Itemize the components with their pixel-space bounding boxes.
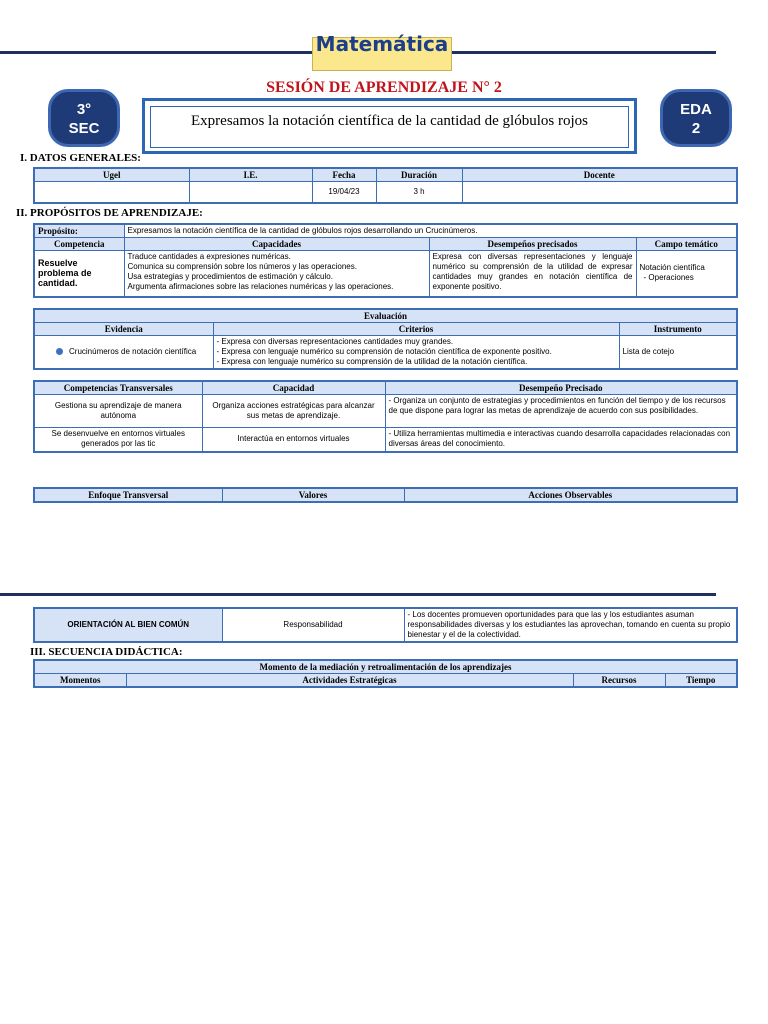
grade-level: SEC — [68, 120, 100, 137]
header-ugel: Ugel — [34, 168, 189, 182]
transversal-competencia: Gestiona su aprendizaje de manera autónoma — [34, 395, 202, 428]
bullet-icon — [56, 348, 63, 355]
proposito-label: Propósito: — [34, 224, 124, 238]
header-evidencia: Evidencia — [34, 323, 213, 336]
subject-banner — [312, 32, 452, 71]
header-instrumento: Instrumento — [619, 323, 737, 336]
enfoque-cell: ORIENTACIÓN AL BIEN COMÚN — [34, 608, 222, 642]
divider-rule — [0, 593, 716, 596]
header-enfoque-transversal: Enfoque Transversal — [34, 488, 222, 502]
desempeno-cell: Expresa con diversas representaciones y lenguaje numérico su comprensión de la utilidad de expresar cantidades muy grandes en notación científica de exponente positivo. — [429, 251, 636, 297]
criterios-cell — [213, 336, 619, 370]
grade-number: 3° — [76, 101, 92, 118]
eda-number: 2 — [691, 120, 701, 137]
competencia-cell: Resuelve problema de cantidad. — [34, 251, 124, 297]
criterio-item: - Expresa con lenguaje numérico su comprensión de la utilidad de la notación científica. — [217, 357, 616, 367]
evidencia-text: Crucinúmeros de notación científica — [69, 347, 197, 356]
enfoque-table — [33, 607, 738, 643]
transversal-desempeno: - Utiliza herramientas multimedia e interactivas cuando desarrolla capacidades relacionadas con diversas áreas del conocimiento. — [385, 428, 737, 452]
enfoque-header-table — [33, 487, 738, 503]
capacidad-item: Comunica su comprensión sobre los números y las operaciones. — [127, 262, 357, 271]
transversal-capacidad: Organiza acciones estratégicas para alcanzar sus metas de aprendizaje. — [202, 395, 385, 428]
header-competencias-transversales: Competencias Transversales — [34, 381, 202, 395]
capacidad-item: Argumenta afirmaciones sobre las relaciones numéricas y las operaciones. — [127, 282, 394, 291]
lesson-title: Expresamos la notación científica de la cantidad de glóbulos rojos — [150, 106, 629, 148]
valor-cell: Responsabilidad — [222, 608, 404, 642]
secuencia-table — [33, 659, 738, 688]
section-secuencia-title: III. SECUENCIA DIDÁCTICA: — [30, 646, 183, 658]
capacidad-item: Traduce cantidades a expresiones numéricas. — [127, 252, 291, 261]
header-duracion: Duración — [376, 168, 462, 182]
session-title: SESIÓN DE APRENDIZAJE N° 2 — [266, 79, 502, 96]
transversales-table — [33, 380, 738, 453]
header-recursos: Recursos — [573, 674, 665, 688]
value-ugel — [34, 182, 189, 203]
evaluacion-table — [33, 308, 738, 370]
transversal-competencia: Se desenvuelve en entornos virtuales generados por las tic — [34, 428, 202, 452]
header-ie: I.E. — [189, 168, 312, 182]
capacidad-item: Usa estrategias y procedimientos de estimación y cálculo. — [127, 272, 333, 281]
header-criterios: Criterios — [213, 323, 619, 336]
capacidades-cell — [124, 251, 429, 297]
eda-badge — [660, 89, 732, 147]
header-momentos: Momentos — [34, 674, 126, 688]
header-capacidad: Capacidad — [202, 381, 385, 395]
section-propositos-title: II. PROPÓSITOS DE APRENDIZAJE: — [16, 207, 203, 219]
header-desempenos: Desempeños precisados — [429, 238, 636, 251]
header-docente: Docente — [462, 168, 737, 182]
transversal-desempeno: - Organiza un conjunto de estrategias y procedimientos en función del tiempo y de los recursos de que dispone para lograr las metas de aprendizaje de acuerdo con sus posibilidades. — [385, 395, 737, 428]
header-valores: Valores — [222, 488, 404, 502]
criterio-item: - Expresa con diversas representaciones cantidades muy grandes. — [217, 337, 616, 347]
header-campo-tematico: Campo temático — [636, 238, 737, 251]
transversal-capacidad: Interactúa en entornos virtuales — [202, 428, 385, 452]
header-acciones-observables: Acciones Observables — [404, 488, 737, 502]
value-duracion: 3 h — [376, 182, 462, 203]
value-fecha: 19/04/23 — [312, 182, 376, 203]
header-tiempo: Tiempo — [665, 674, 737, 688]
campo-tematico-cell — [636, 251, 737, 297]
header-fecha: Fecha — [312, 168, 376, 182]
subject-title: Matemática — [315, 32, 449, 56]
header-competencia: Competencia — [34, 238, 124, 251]
evaluacion-title: Evaluación — [34, 309, 737, 323]
proposito-text: Expresamos la notación científica de la cantidad de glóbulos rojos desarrollando un Crucinúmeros. — [124, 224, 737, 238]
value-docente — [462, 182, 737, 203]
criterio-item: - Expresa con lenguaje numérico su comprensión de notación científica de exponente positivo. — [217, 347, 616, 357]
campo-subitem: - Operaciones — [640, 273, 734, 283]
header-desempeno-precisado: Desempeño Precisado — [385, 381, 737, 395]
header-actividades: Actividades Estratégicas — [126, 674, 573, 688]
evidencia-cell — [34, 336, 213, 370]
value-ie — [189, 182, 312, 203]
propositos-table — [33, 223, 738, 298]
campo-item: Notación científica — [639, 263, 705, 273]
eda-label: EDA — [680, 101, 712, 118]
instrumento-cell: Lista de cotejo — [619, 336, 737, 370]
accion-cell: - Los docentes promueven oportunidades para que las y los estudiantes asuman responsabilidades diversas y los estudiantes las aprovechan, tomando en cuenta su propio bienestar y el de la colectividad. — [404, 608, 737, 642]
secuencia-table-title: Momento de la mediación y retroalimentación de los aprendizajes — [34, 660, 737, 674]
grade-badge — [48, 89, 120, 147]
section-datos-generales-title: I. DATOS GENERALES: — [20, 152, 141, 164]
header-capacidades: Capacidades — [124, 238, 429, 251]
datos-generales-table — [33, 167, 738, 204]
